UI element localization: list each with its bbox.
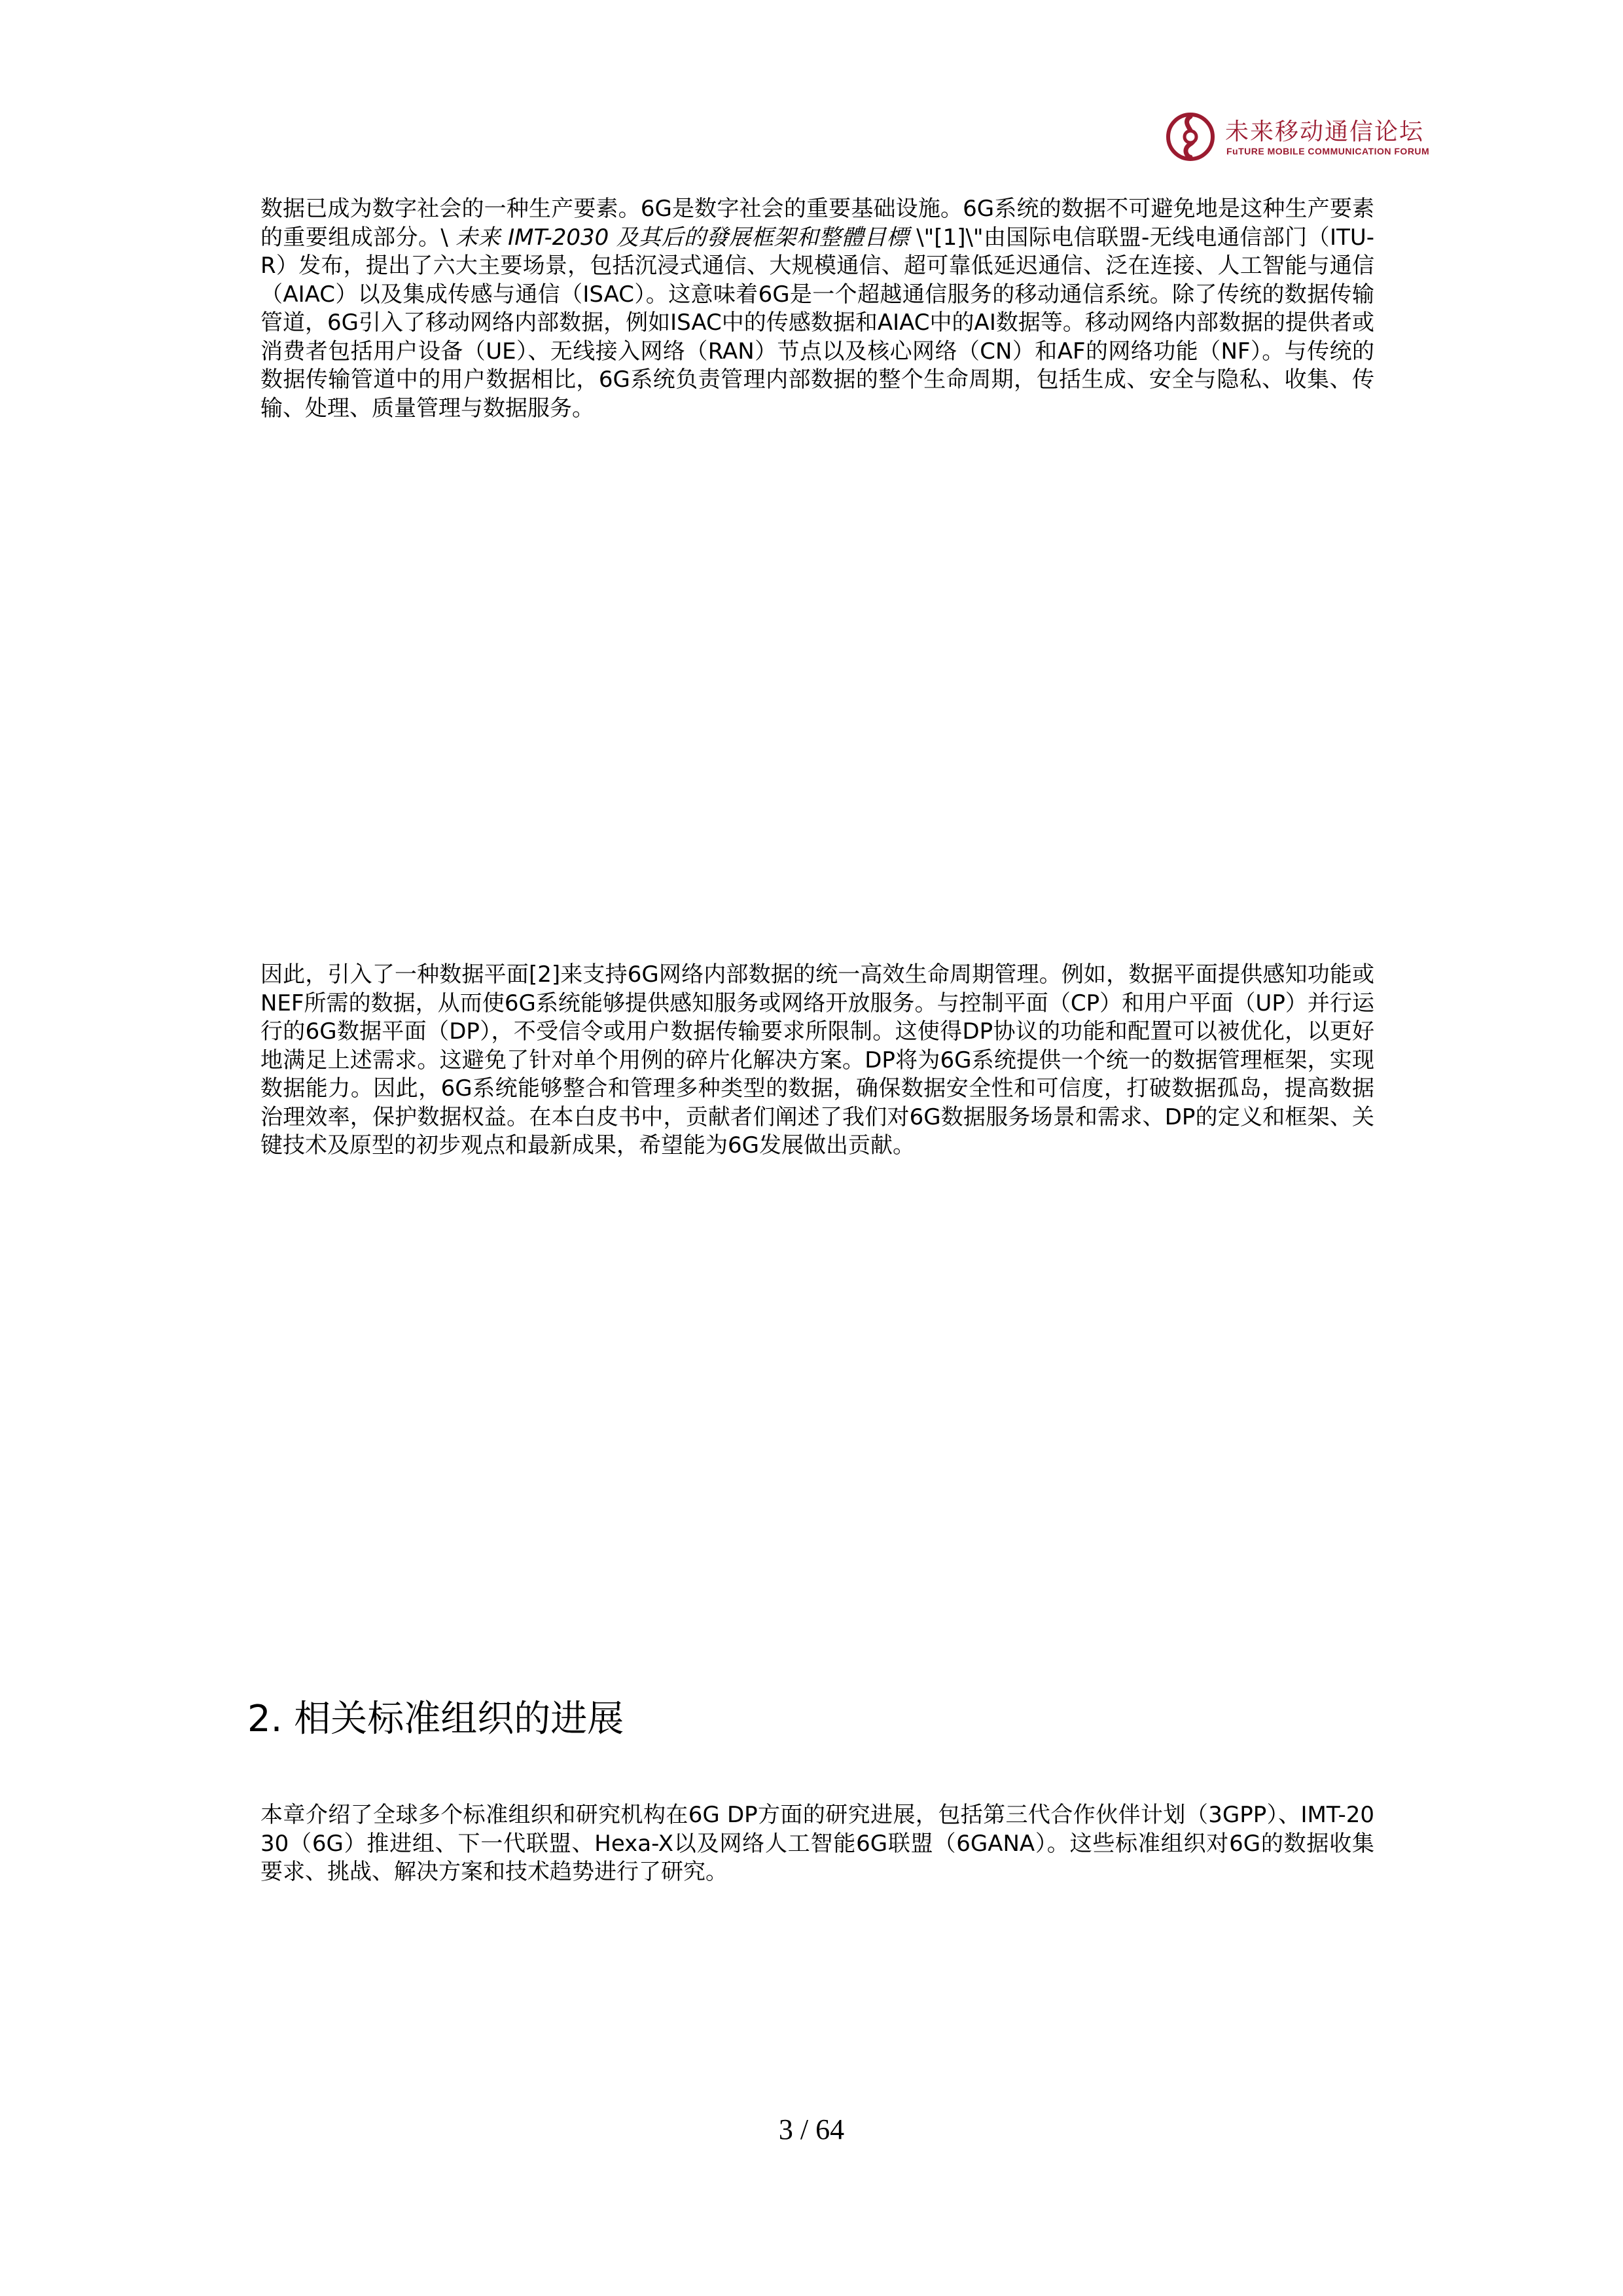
paragraph-intro-text-a: 数据已成为数字社会的一种生产要素。6G是数字社会的重要基础设施。6G系统的数据不可避免地是这种生产要素的重要组成部分。\ bbox=[260, 196, 1374, 251]
paragraph-chapter-intro: 本章介绍了全球多个标准组织和研究机构在6G DP方面的研究进展，包括第三代合作伙伴计划（3GPP）、IMT-2030（6G）推进组、下一代联盟、Hexa-X以及网络人工智能6G联盟（6GANA）。这些标准组织对6G的数据收集要求、挑战、解决方案和技术趋势进行了研究。 bbox=[260, 1802, 1374, 1885]
logo-english-name: FuTURE MOBILE COMMUNICATION FORUM bbox=[1226, 146, 1430, 156]
forum-logo-icon bbox=[1165, 111, 1216, 162]
reference-title: 未来 IMT-2030 及其后的發展框架和整體目標 bbox=[455, 224, 909, 251]
logo-chinese-name: 未来移动通信论坛 bbox=[1225, 118, 1425, 145]
paragraph-intro bbox=[260, 195, 1374, 423]
section-heading: 2. 相关标准组织的进展 bbox=[247, 1698, 624, 1740]
paragraph-intro-text-b: \"[1]\"由国际电信联盟-无线电通信部门（ITU-R）发布，提出了六大主要场景，包括沉浸式通信、大规模通信、超可靠低延迟通信、泛在连接、人工智能与通信（AIAC）以及集成传感与通信（ISAC）。这意味着6G是一个超越通信服务的移动通信系统。除了传统的数据传输管道，6G引入了移动网络内部数据，例如ISAC中的传感数据和AIAC中的AI数据等。移动网络内部数据的提供者或消费者包括用户设备（UE）、无线接入网络（RAN）节点以及核心网络（CN）和AF的网络功能（NF）。与传统的数据传输管道中的用户数据相比，6G系统负责管理内部数据的整个生命周期，包括生成、安全与隐私、收集、传输、处理、质量管理与数据服务。 bbox=[260, 224, 1374, 422]
header-logo bbox=[1165, 108, 1440, 170]
paragraph-data-plane: 因此，引入了一种数据平面[2]来支持6G网络内部数据的统一高效生命周期管理。例如，数据平面提供感知功能或NEF所需的数据，从而使6G系统能够提供感知服务或网络开放服务。与控制平面（CP）和用户平面（UP）并行运行的6G数据平面（DP），不受信令或用户数据传输要求所限制。这使得DP协议的功能和配置可以被优化，以更好地满足上述需求。这避免了针对单个用例的碎片化解决方案。DP将为6G系统提供一个统一的数据管理框架，实现数据能力。因此，6G系统能够整合和管理多种类型的数据，确保数据安全性和可信度，打破数据孤岛，提高数据治理效率，保护数据权益。在本白皮书中，贡献者们阐述了我们对6G数据服务场景和需求、DP的定义和框架、关键技术及原型的初步观点和最新成果，希望能为6G发展做出贡献。 bbox=[260, 961, 1374, 1158]
page-number: 3 / 64 bbox=[778, 2113, 845, 2145]
